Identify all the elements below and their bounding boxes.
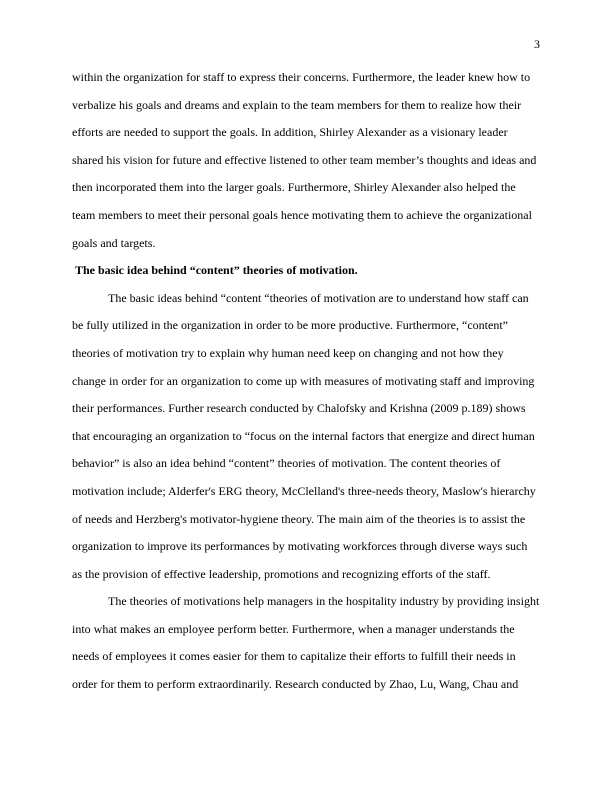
text-line: that encouraging an organization to “focus on the internal factors that energize and direct human: [72, 428, 535, 443]
text-line: organization to improve its performances by motivating workforces through diverse ways such: [72, 539, 528, 554]
text-line: within the organization for staff to express their concerns. Furthermore, the leader knew how to: [72, 70, 531, 84]
text-line: change in order for an organization to come up with measures of motivating staff and improving: [72, 373, 535, 388]
text-line: behavior” is also an idea behind “content” theories of motivation. The content theories of: [72, 456, 501, 471]
text-line: shared his vision for future and effective listened to other team member’s thoughts and ideas and: [72, 152, 537, 167]
text-line: of needs and Herzberg's motivator-hygiene theory. The main aim of the theories is to assist the: [72, 511, 526, 526]
text-line: motivation include; Alderfer's ERG theory, McClelland's three-needs theory, Maslow's hierarchy: [72, 483, 536, 498]
text-line: goals and targets.: [72, 235, 156, 250]
text-line: efforts are needed to support the goals. In addition, Shirley Alexander as a visionary leader: [72, 125, 508, 140]
text-line: order for them to perform extraordinarily. Research conducted by Zhao, Lu, Wang, Chau and: [72, 677, 519, 692]
text-line: as the provision of effective leadership, promotions and recognizing efforts of the staff.: [72, 566, 491, 581]
text-line: The theories of motivations help managers in the hospitality industry by providing insight: [108, 594, 540, 609]
section-heading: The basic idea behind “content” theories of motivation.: [75, 263, 358, 278]
text-line: theories of motivation try to explain why human need keep on changing and not how they: [72, 345, 504, 360]
text-line: their performances. Further research conducted by Chalofsky and Krishna (2009 p.189) shows: [72, 401, 526, 416]
text-line: verbalize his goals and dreams and explain to the team members for them to realize how their: [72, 97, 522, 112]
text-line: be fully utilized in the organization in order to be more productive. Furthermore, “content”: [72, 318, 508, 333]
text-line: needs of employees it comes easier for them to capitalize their efforts to fulfill their needs in: [72, 649, 516, 664]
body-text: [72, 69, 544, 704]
text-line: into what makes an employee perform better. Furthermore, when a manager understands the: [72, 621, 515, 636]
paragraph-content-theories: [72, 290, 544, 594]
text-line: then incorporated them into the larger goals. Furthermore, Shirley Alexander also helped the: [72, 180, 516, 195]
page-number: 3: [534, 37, 540, 51]
text-line: The basic ideas behind “content “theories of motivation are to understand how staff can: [108, 290, 529, 305]
paragraph-hospitality: [72, 593, 544, 703]
paragraph-continuation: [72, 69, 544, 262]
text-line: team members to meet their personal goals hence motivating them to achieve the organizational: [72, 207, 532, 222]
